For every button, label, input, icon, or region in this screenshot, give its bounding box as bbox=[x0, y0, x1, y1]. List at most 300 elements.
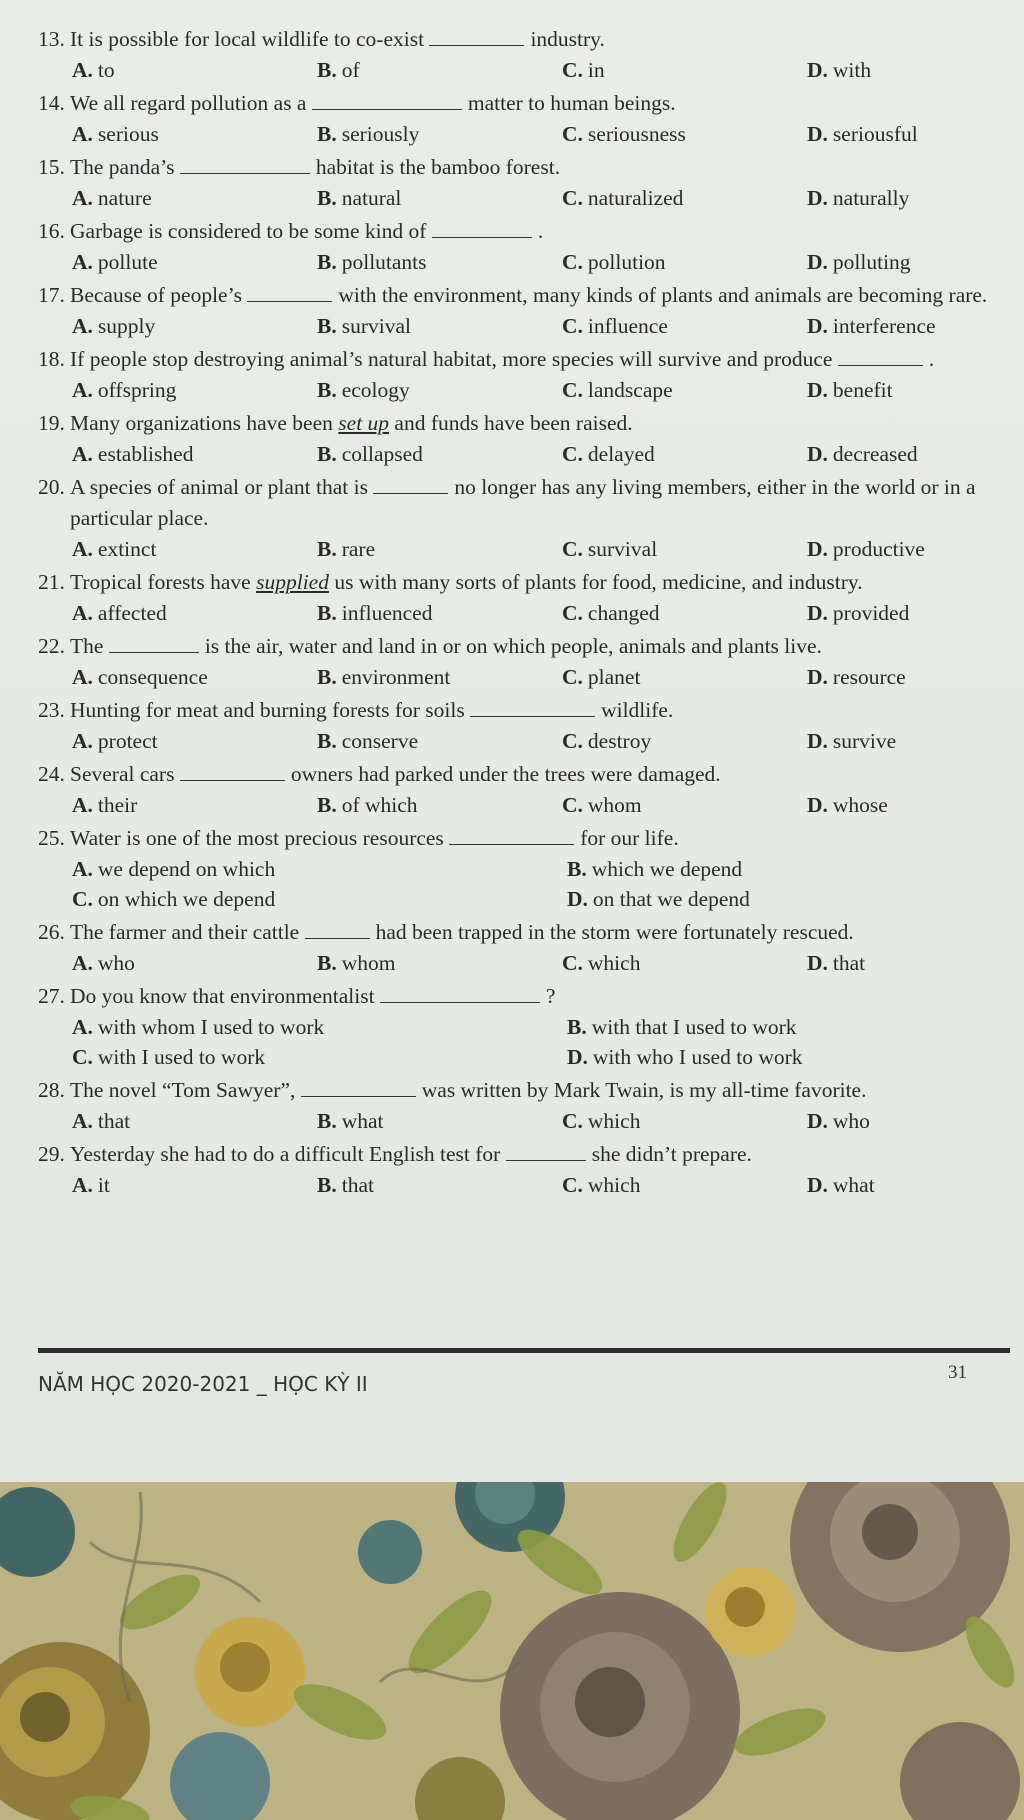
option-text: of bbox=[341, 58, 360, 82]
option-text: with whom I used to work bbox=[97, 1015, 325, 1039]
option-text: with bbox=[832, 58, 872, 82]
option-letter: C. bbox=[562, 58, 583, 82]
answer-blank bbox=[305, 920, 370, 939]
option-letter: B. bbox=[317, 601, 337, 625]
option-text: on which we depend bbox=[97, 887, 276, 911]
option-d bbox=[807, 948, 1024, 978]
option-a bbox=[72, 439, 317, 469]
option-b bbox=[317, 662, 562, 692]
option-text: of which bbox=[341, 793, 418, 817]
stem-text: The panda’s bbox=[70, 155, 180, 179]
question-26 bbox=[38, 917, 998, 978]
option-text: seriously bbox=[341, 122, 420, 146]
option-text: seriousful bbox=[832, 122, 918, 146]
answer-options bbox=[38, 948, 998, 978]
option-letter: B. bbox=[317, 729, 337, 753]
answer-blank bbox=[373, 475, 448, 494]
question-number: 16. bbox=[38, 219, 65, 243]
option-b bbox=[317, 439, 562, 469]
question-number: 25. bbox=[38, 826, 65, 850]
question-number: 29. bbox=[38, 1142, 65, 1166]
option-text: extinct bbox=[97, 537, 157, 561]
option-c bbox=[72, 1042, 567, 1072]
option-text: who bbox=[97, 951, 135, 975]
option-letter: B. bbox=[317, 250, 337, 274]
option-text: resource bbox=[832, 665, 906, 689]
answer-options bbox=[38, 311, 998, 341]
option-letter: A. bbox=[72, 665, 93, 689]
stem-text: The bbox=[70, 634, 109, 658]
option-letter: B. bbox=[317, 58, 337, 82]
option-letter: D. bbox=[807, 665, 828, 689]
option-text: ecology bbox=[341, 378, 410, 402]
answer-options bbox=[38, 534, 998, 564]
option-letter: C. bbox=[562, 793, 583, 817]
option-text: destroy bbox=[587, 729, 652, 753]
option-c bbox=[562, 247, 807, 277]
answer-options bbox=[38, 439, 998, 469]
option-b bbox=[317, 55, 562, 85]
option-letter: D. bbox=[567, 887, 588, 911]
option-text: naturalized bbox=[587, 186, 684, 210]
option-c bbox=[562, 119, 807, 149]
answer-options bbox=[38, 726, 998, 756]
option-b bbox=[317, 726, 562, 756]
option-letter: A. bbox=[72, 122, 93, 146]
stem-text: Water is one of the most precious resources bbox=[70, 826, 450, 850]
question-stem bbox=[38, 759, 998, 790]
question-stem bbox=[38, 1075, 998, 1106]
option-letter: B. bbox=[317, 665, 337, 689]
question-25 bbox=[38, 823, 998, 914]
option-letter: D. bbox=[807, 1109, 828, 1133]
question-23 bbox=[38, 695, 998, 756]
question-stem bbox=[38, 823, 998, 854]
option-c bbox=[562, 948, 807, 978]
option-letter: D. bbox=[807, 378, 828, 402]
option-d bbox=[807, 598, 1024, 628]
option-letter: A. bbox=[72, 442, 93, 466]
option-text: influenced bbox=[341, 601, 433, 625]
question-28 bbox=[38, 1075, 998, 1136]
option-text: pollutants bbox=[341, 250, 427, 274]
option-d bbox=[807, 662, 1024, 692]
option-letter: C. bbox=[562, 378, 583, 402]
option-text: collapsed bbox=[341, 442, 423, 466]
option-letter: D. bbox=[807, 1173, 828, 1197]
option-d bbox=[567, 1042, 1024, 1072]
option-c bbox=[562, 790, 807, 820]
option-letter: D. bbox=[807, 186, 828, 210]
option-text: environment bbox=[341, 665, 451, 689]
question-29 bbox=[38, 1139, 998, 1200]
question-stem bbox=[38, 1139, 998, 1170]
question-17 bbox=[38, 280, 998, 341]
option-text: which bbox=[587, 951, 641, 975]
option-a bbox=[72, 662, 317, 692]
answer-options bbox=[38, 598, 998, 628]
option-d bbox=[807, 1106, 1024, 1136]
question-stem bbox=[38, 567, 998, 598]
question-27 bbox=[38, 981, 998, 1072]
option-letter: D. bbox=[807, 537, 828, 561]
question-stem bbox=[38, 695, 998, 726]
option-letter: A. bbox=[72, 378, 93, 402]
option-d bbox=[807, 790, 1024, 820]
option-a bbox=[72, 119, 317, 149]
option-c bbox=[562, 439, 807, 469]
stem-text: owners had parked under the trees were damaged. bbox=[290, 762, 721, 786]
option-c bbox=[562, 726, 807, 756]
option-letter: C. bbox=[562, 1109, 583, 1133]
option-text: that bbox=[97, 1109, 131, 1133]
option-text: planet bbox=[587, 665, 641, 689]
option-letter: C. bbox=[72, 1045, 93, 1069]
option-text: decreased bbox=[832, 442, 918, 466]
question-stem bbox=[38, 280, 998, 311]
option-a bbox=[72, 726, 317, 756]
question-number: 14. bbox=[38, 91, 65, 115]
underlined-word: set up bbox=[338, 411, 390, 435]
question-number: 26. bbox=[38, 920, 65, 944]
stem-text: Tropical forests have bbox=[70, 570, 257, 594]
option-letter: B. bbox=[567, 857, 587, 881]
option-letter: A. bbox=[72, 1109, 93, 1133]
stem-text: A species of animal or plant that is bbox=[70, 475, 374, 499]
option-text: with who I used to work bbox=[592, 1045, 803, 1069]
option-text: affected bbox=[97, 601, 167, 625]
answer-blank bbox=[449, 826, 574, 845]
option-letter: C. bbox=[562, 601, 583, 625]
option-text: survival bbox=[341, 314, 411, 338]
option-letter: C. bbox=[562, 122, 583, 146]
option-text: consequence bbox=[97, 665, 208, 689]
option-a bbox=[72, 598, 317, 628]
option-letter: B. bbox=[317, 122, 337, 146]
footer-rule bbox=[38, 1348, 1010, 1353]
option-letter: A. bbox=[72, 857, 93, 881]
option-letter: A. bbox=[72, 601, 93, 625]
option-letter: D. bbox=[567, 1045, 588, 1069]
stem-text: industry. bbox=[530, 27, 605, 51]
answer-blank bbox=[470, 698, 595, 717]
answer-options bbox=[38, 790, 998, 820]
option-letter: C. bbox=[562, 729, 583, 753]
stem-text: The farmer and their cattle bbox=[70, 920, 305, 944]
option-letter: C. bbox=[562, 1173, 583, 1197]
option-letter: D. bbox=[807, 122, 828, 146]
option-letter: B. bbox=[317, 442, 337, 466]
stem-text: had been trapped in the storm were fortunately rescued. bbox=[375, 920, 854, 944]
option-text: survive bbox=[832, 729, 897, 753]
question-number: 23. bbox=[38, 698, 65, 722]
question-20 bbox=[38, 472, 998, 564]
option-b bbox=[317, 598, 562, 628]
option-text: interference bbox=[832, 314, 936, 338]
option-letter: A. bbox=[72, 58, 93, 82]
question-13 bbox=[38, 24, 998, 85]
stem-text: no longer has any living members, either in the world or in a particular place. bbox=[70, 475, 976, 530]
option-letter: C. bbox=[562, 665, 583, 689]
stem-text: wildlife. bbox=[601, 698, 674, 722]
stem-text: It is possible for local wildlife to co-exist bbox=[70, 27, 430, 51]
option-text: which we depend bbox=[591, 857, 743, 881]
question-22 bbox=[38, 631, 998, 692]
option-text: changed bbox=[587, 601, 660, 625]
option-letter: B. bbox=[317, 951, 337, 975]
question-16 bbox=[38, 216, 998, 277]
option-text: polluting bbox=[832, 250, 911, 274]
option-text: who bbox=[832, 1109, 870, 1133]
option-a bbox=[72, 1106, 317, 1136]
option-letter: D. bbox=[807, 442, 828, 466]
option-b bbox=[317, 247, 562, 277]
option-letter: B. bbox=[317, 1173, 337, 1197]
option-letter: A. bbox=[72, 729, 93, 753]
option-text: naturally bbox=[832, 186, 910, 210]
answer-blank bbox=[109, 634, 199, 653]
answer-options bbox=[38, 119, 998, 149]
underlined-word: supplied bbox=[256, 570, 329, 594]
option-text: to bbox=[97, 58, 115, 82]
option-a bbox=[72, 534, 317, 564]
answer-blank bbox=[432, 219, 532, 238]
floral-fabric-background bbox=[0, 1482, 1024, 1820]
question-number: 27. bbox=[38, 984, 65, 1008]
stem-text: Hunting for meat and burning forests for soils bbox=[70, 698, 471, 722]
option-letter: B. bbox=[567, 1015, 587, 1039]
option-text: protect bbox=[97, 729, 158, 753]
question-21 bbox=[38, 567, 998, 628]
question-stem bbox=[38, 216, 998, 247]
option-b bbox=[317, 790, 562, 820]
option-b bbox=[317, 119, 562, 149]
stem-text: Yesterday she had to do a difficult English test for bbox=[70, 1142, 506, 1166]
option-c bbox=[562, 55, 807, 85]
option-b bbox=[567, 1012, 1024, 1042]
option-text: conserve bbox=[341, 729, 419, 753]
answer-options bbox=[38, 1012, 998, 1072]
option-letter: A. bbox=[72, 793, 93, 817]
stem-text: is the air, water and land in or on which people, animals and plants live. bbox=[204, 634, 822, 658]
option-c bbox=[562, 375, 807, 405]
option-text: whom bbox=[341, 951, 396, 975]
stem-text: The novel “Tom Sawyer”, bbox=[70, 1078, 301, 1102]
answer-options bbox=[38, 1106, 998, 1136]
option-letter: D. bbox=[807, 729, 828, 753]
option-text: pollution bbox=[587, 250, 666, 274]
option-text: in bbox=[587, 58, 605, 82]
option-d bbox=[807, 726, 1024, 756]
option-text: pollute bbox=[97, 250, 158, 274]
floral-pattern-image bbox=[0, 1482, 1024, 1820]
option-text: with I used to work bbox=[97, 1045, 266, 1069]
question-number: 24. bbox=[38, 762, 65, 786]
stem-text: Garbage is considered to be some kind of bbox=[70, 219, 432, 243]
question-24 bbox=[38, 759, 998, 820]
option-letter: D. bbox=[807, 314, 828, 338]
stem-text: Do you know that environmentalist bbox=[70, 984, 380, 1008]
option-text: what bbox=[341, 1109, 384, 1133]
option-text: established bbox=[97, 442, 194, 466]
option-text: it bbox=[97, 1173, 110, 1197]
stem-text: . bbox=[537, 219, 544, 243]
stem-text: Because of people’s bbox=[70, 283, 248, 307]
option-c bbox=[562, 1170, 807, 1200]
option-b bbox=[317, 534, 562, 564]
question-number: 28. bbox=[38, 1078, 65, 1102]
option-letter: D. bbox=[807, 601, 828, 625]
option-text: offspring bbox=[97, 378, 177, 402]
answer-blank bbox=[247, 283, 332, 302]
option-letter: D. bbox=[807, 793, 828, 817]
option-c bbox=[562, 1106, 807, 1136]
option-d bbox=[807, 534, 1024, 564]
stem-text: Several cars bbox=[70, 762, 180, 786]
option-d bbox=[807, 55, 1024, 85]
option-text: delayed bbox=[587, 442, 655, 466]
option-a bbox=[72, 854, 567, 884]
stem-text: she didn’t prepare. bbox=[591, 1142, 752, 1166]
option-text: landscape bbox=[587, 378, 673, 402]
option-c bbox=[562, 311, 807, 341]
option-c bbox=[562, 534, 807, 564]
stem-text: ? bbox=[545, 984, 556, 1008]
option-letter: C. bbox=[72, 887, 93, 911]
option-b bbox=[317, 1170, 562, 1200]
option-c bbox=[562, 662, 807, 692]
option-letter: A. bbox=[72, 1015, 93, 1039]
question-stem bbox=[38, 24, 998, 55]
option-d bbox=[807, 119, 1024, 149]
option-text: which bbox=[587, 1109, 641, 1133]
option-c bbox=[562, 183, 807, 213]
option-a bbox=[72, 790, 317, 820]
option-letter: C. bbox=[562, 951, 583, 975]
option-text: whose bbox=[832, 793, 888, 817]
stem-text: If people stop destroying animal’s natural habitat, more species will survive and produce bbox=[70, 347, 838, 371]
question-number: 22. bbox=[38, 634, 65, 658]
option-text: that bbox=[832, 951, 866, 975]
option-letter: B. bbox=[317, 186, 337, 210]
option-text: which bbox=[587, 1173, 641, 1197]
option-a bbox=[72, 1170, 317, 1200]
option-letter: B. bbox=[317, 793, 337, 817]
stem-text: for our life. bbox=[580, 826, 679, 850]
option-letter: C. bbox=[562, 537, 583, 561]
option-letter: D. bbox=[807, 951, 828, 975]
question-stem bbox=[38, 152, 998, 183]
option-d bbox=[807, 1170, 1024, 1200]
option-c bbox=[562, 598, 807, 628]
option-d bbox=[807, 375, 1024, 405]
option-text: influence bbox=[587, 314, 668, 338]
option-letter: A. bbox=[72, 537, 93, 561]
stem-text: us with many sorts of plants for food, medicine, and industry. bbox=[328, 570, 863, 594]
answer-options bbox=[38, 854, 998, 914]
option-b bbox=[567, 854, 1024, 884]
option-d bbox=[807, 311, 1024, 341]
page-number: 31 bbox=[948, 1362, 967, 1383]
option-letter: C. bbox=[562, 314, 583, 338]
answer-blank bbox=[312, 91, 462, 110]
option-d bbox=[807, 439, 1024, 469]
option-a bbox=[72, 183, 317, 213]
question-number: 17. bbox=[38, 283, 65, 307]
question-14 bbox=[38, 88, 998, 149]
question-18 bbox=[38, 344, 998, 405]
answer-blank bbox=[429, 27, 524, 46]
option-letter: A. bbox=[72, 1173, 93, 1197]
question-stem bbox=[38, 981, 998, 1012]
question-number: 15. bbox=[38, 155, 65, 179]
answer-options bbox=[38, 662, 998, 692]
option-text: seriousness bbox=[587, 122, 686, 146]
option-d bbox=[807, 247, 1024, 277]
question-number: 18. bbox=[38, 347, 65, 371]
option-letter: B. bbox=[317, 1109, 337, 1133]
option-text: serious bbox=[97, 122, 159, 146]
option-a bbox=[72, 247, 317, 277]
option-a bbox=[72, 55, 317, 85]
option-d bbox=[567, 884, 1024, 914]
option-b bbox=[317, 375, 562, 405]
stem-text: Many organizations have been bbox=[70, 411, 339, 435]
stem-text: matter to human beings. bbox=[467, 91, 676, 115]
answer-blank bbox=[180, 762, 285, 781]
option-letter: A. bbox=[72, 314, 93, 338]
option-text: rare bbox=[341, 537, 376, 561]
answer-blank bbox=[838, 347, 923, 366]
option-text: natural bbox=[341, 186, 402, 210]
option-letter: C. bbox=[562, 186, 583, 210]
option-letter: B. bbox=[317, 378, 337, 402]
stem-text: and funds have been raised. bbox=[389, 411, 633, 435]
option-text: provided bbox=[832, 601, 910, 625]
option-text: with that I used to work bbox=[591, 1015, 797, 1039]
question-stem bbox=[38, 472, 998, 534]
option-text: that bbox=[341, 1173, 374, 1197]
question-number: 21. bbox=[38, 570, 65, 594]
option-letter: D. bbox=[807, 250, 828, 274]
stem-text: with the environment, many kinds of plants and animals are becoming rare. bbox=[338, 283, 988, 307]
question-stem bbox=[38, 408, 998, 439]
option-letter: D. bbox=[807, 58, 828, 82]
option-a bbox=[72, 311, 317, 341]
option-letter: B. bbox=[317, 537, 337, 561]
option-a bbox=[72, 948, 317, 978]
stem-text: We all regard pollution as a bbox=[70, 91, 312, 115]
option-b bbox=[317, 183, 562, 213]
option-text: what bbox=[832, 1173, 875, 1197]
question-stem bbox=[38, 631, 998, 662]
option-letter: B. bbox=[317, 314, 337, 338]
answer-blank bbox=[506, 1142, 586, 1161]
answer-options bbox=[38, 183, 998, 213]
answer-options bbox=[38, 1170, 998, 1200]
question-stem bbox=[38, 88, 998, 119]
answer-blank bbox=[380, 984, 540, 1003]
question-number: 19. bbox=[38, 411, 65, 435]
answer-blank bbox=[180, 155, 310, 174]
option-text: nature bbox=[97, 186, 152, 210]
stem-text: habitat is the bamboo forest. bbox=[315, 155, 561, 179]
option-letter: A. bbox=[72, 951, 93, 975]
stem-text: . bbox=[928, 347, 935, 371]
option-letter: C. bbox=[562, 442, 583, 466]
option-text: their bbox=[97, 793, 138, 817]
option-b bbox=[317, 948, 562, 978]
